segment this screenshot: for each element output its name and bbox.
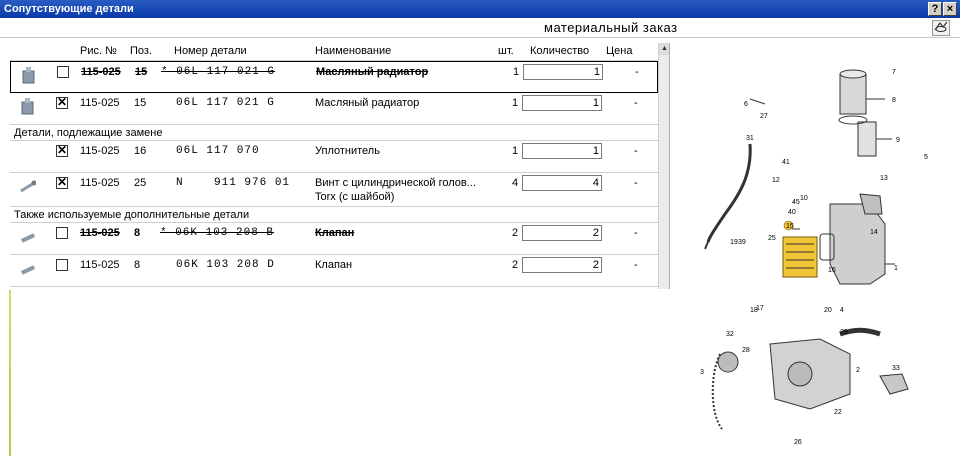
order-title: материальный заказ [544,20,678,35]
diagram-callout: 29 [840,329,848,336]
scroll-up-arrow-icon[interactable]: ▲ [659,43,670,55]
section-extra: Также используемые дополнительные детали [10,207,658,223]
col-qty[interactable]: Количество [530,45,590,57]
table-row[interactable]: 115-025 8 06K 103 208 D Клапан 2 2 - [10,255,658,287]
diagram-callout: 8 [892,97,896,104]
row-checkbox[interactable] [57,66,69,78]
col-name[interactable]: Наименование [315,45,392,57]
quantity-input[interactable]: 2 [522,257,602,273]
table-row[interactable]: 115-025 8 * 06K 103 208 B Клапан 2 2 - [10,223,658,255]
diagram-callout: 40 [788,209,796,216]
diagram-callout: 41 [782,159,790,166]
diagram-callout: 12 [772,177,780,184]
diagram-callout: 39 [738,239,746,246]
oil-cooler-thumb-icon [21,66,37,86]
parts-table [10,43,670,289]
diagram-callout: 17 [756,305,764,312]
help-button[interactable]: ? [928,2,942,16]
diagram-callout: 19 [730,239,738,246]
section-replace: Детали, подлежащие замене [10,125,658,141]
diagram-callout: 27 [760,113,768,120]
diagram-callout: 20 [824,307,832,314]
valve-thumb-icon [20,259,36,279]
diagram-callout: 9 [896,137,900,144]
col-price[interactable]: Цена [606,45,633,57]
quantity-input[interactable]: 4 [522,175,602,191]
order-bar [0,18,960,38]
diagram-callout: 5 [924,154,928,161]
diagram-callout: 6 [744,101,748,108]
screw-thumb-icon [20,177,36,197]
diagram-callout: 16 [828,267,836,274]
window-edge [9,290,11,456]
quantity-input[interactable]: 1 [522,95,602,111]
diagram-callout: 33 [892,365,900,372]
diagram-callout: 18 [750,307,758,314]
diagram-callout: 15 [786,223,794,230]
diagram-callout: 31 [746,135,754,142]
table-row[interactable]: ✕ 115-025 25 N 911 976 01 Винт с цилиндрической голов... Torx (с шайбой) 4 4 - [10,173,658,207]
table-row[interactable]: 115-025 15 * 06L 117 021 G Масляный радиатор 1 1 - [10,61,658,93]
table-row[interactable]: ✕ 115-025 16 06L 117 070 Уплотнитель 1 1 - [10,141,658,173]
col-part[interactable]: Номер детали [174,45,247,57]
diagram-callout: 28 [742,347,750,354]
diagram-callout: 10 [800,195,808,202]
quantity-input[interactable]: 1 [523,64,603,80]
close-button[interactable]: × [943,2,957,16]
col-fig[interactable]: Рис. № [80,45,117,57]
oil-cooler-thumb-icon [20,97,36,117]
table-header [10,43,658,61]
quantity-input[interactable]: 1 [522,143,602,159]
diagram-callout: 26 [794,439,802,446]
row-checkbox[interactable]: ✕ [57,95,68,109]
window-titlebar [0,0,960,18]
window-title: Сопутствующие детали [4,3,134,15]
row-checkbox[interactable]: ✕ [57,175,68,189]
exploded-parts-diagram [680,44,960,454]
row-checkbox[interactable] [56,227,68,239]
diagram-callout: 4 [840,307,844,314]
diagram-callout: 45 [792,199,800,206]
print-preview-icon[interactable] [932,20,950,36]
valve-thumb-icon [20,227,36,247]
vertical-scrollbar[interactable] [658,43,670,289]
diagram-callout: 25 [768,235,776,242]
diagram-callout: 32 [726,331,734,338]
diagram-callout: 14 [870,229,878,236]
row-checkbox[interactable] [56,259,68,271]
diagram-callout: 22 [834,409,842,416]
diagram-callout: 3 [700,369,704,376]
row-checkbox[interactable]: ✕ [57,143,68,157]
diagram-callout: 13 [880,175,888,182]
diagram-callout: 1 [894,265,898,272]
quantity-input[interactable]: 2 [522,225,602,241]
col-pos[interactable]: Поз. [130,45,152,57]
diagram-callout: 7 [892,69,896,76]
diagram-callout: 2 [856,367,860,374]
col-pcs[interactable]: шт. [498,45,514,57]
table-row[interactable]: ✕ 115-025 15 06L 117 021 G Масляный радиатор 1 1 - [10,93,658,125]
